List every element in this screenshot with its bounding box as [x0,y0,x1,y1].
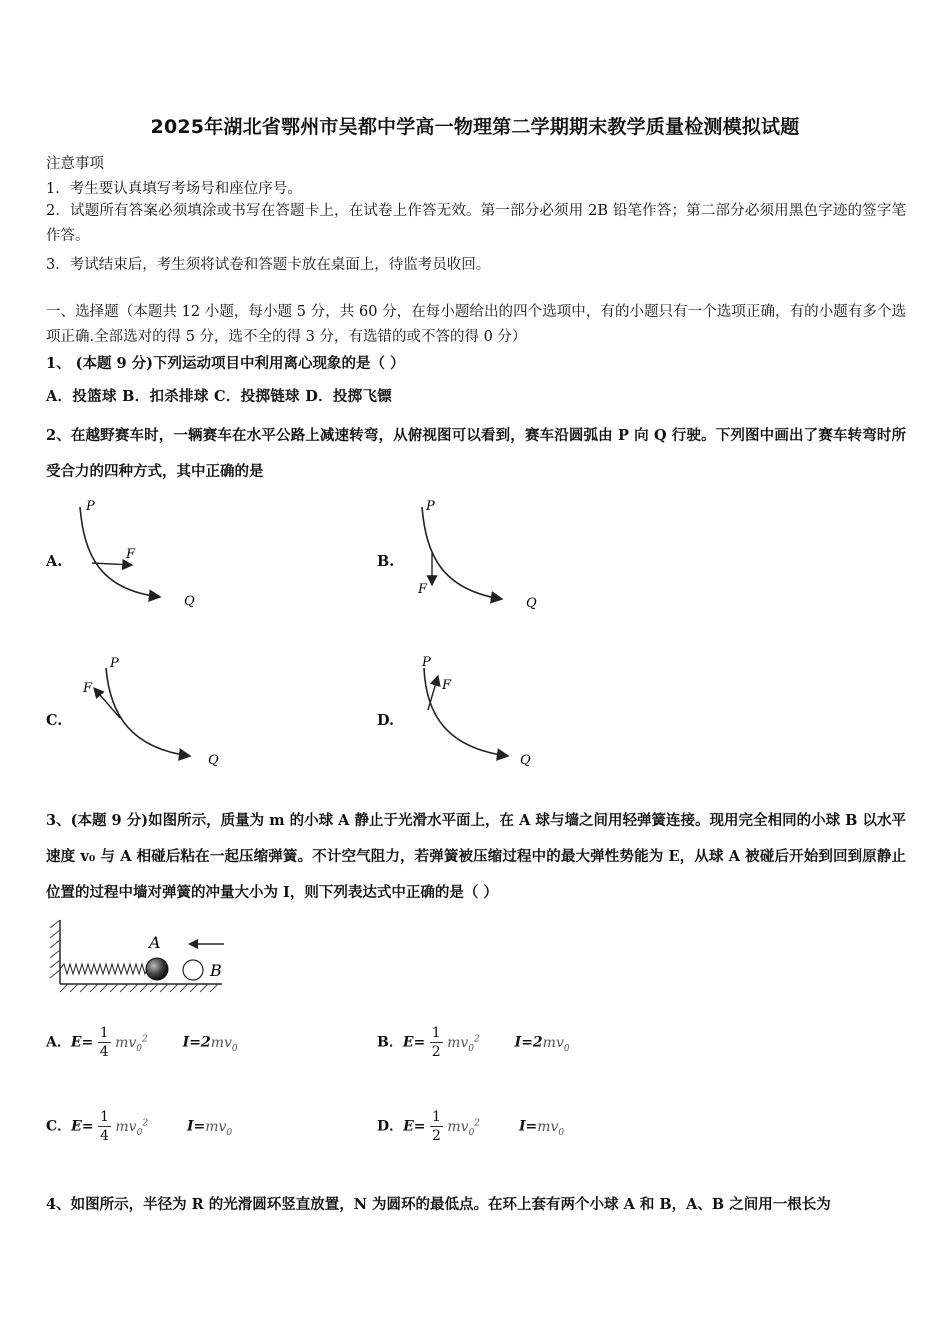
point-q-label: Q [526,596,537,611]
point-p-label: P [86,499,95,514]
q1-options: A．投篮球 B．扣杀排球 C．投掷链球 D．投掷飞镖 [46,388,393,405]
subscript-zero: 0 [558,1127,565,1138]
i-prefix: I= [518,1118,538,1135]
ball-b-label: B [210,961,222,980]
force-label: F [442,678,452,693]
trajectory-path [106,668,190,756]
fraction-numerator: 1 [432,1109,441,1125]
subscript-zero: 0 [563,1043,570,1054]
point-q-label: Q [520,753,531,768]
subscript-zero: 0 [231,1043,238,1054]
mv: mv [205,1118,227,1135]
mv-squared: mv [115,1034,137,1051]
q2-option-b-label: B. [377,553,395,570]
ball-b [183,960,203,980]
i-prefix: I=2 [182,1034,211,1051]
notice-item-2: 2．试题所有答案必须填涂或书写在答题卡上，在试卷上作答无效。第一部分必须用 2B 铅笔作答；第二部分必须用黑色字迹的签字笔作答。 [46,203,906,244]
q3-figure [46,918,231,996]
mv: mv [537,1118,559,1135]
q2-option-d-label: D. [377,712,395,729]
q2-figure-c [80,652,230,772]
trajectory-path [422,507,502,599]
i-prefix: I= [186,1118,206,1135]
option-label: C． [46,1118,72,1135]
superscript-two: 2 [474,1117,481,1128]
force-arrow [428,676,438,710]
force-label: F [83,681,93,696]
superscript-two: 2 [142,1033,148,1044]
subscript-zero: 0 [136,1043,143,1054]
e-prefix: E= [70,1034,94,1051]
page-title: 2025年湖北省鄂州市吴都中学高一物理第二学期期末教学质量检测模拟试题 [150,116,800,138]
section-heading: 一、选择题（本题共 12 小题，每小题 5 分，共 60 分，在每小题给出的四个选项中，有的小题只有一个选项正确，有的小题有多个选项正确.全部选对的得 5 分，选不全的得 3 分，有选错的或不答的得 0 分） [46,304,906,345]
floor-hatching [60,984,218,992]
force-label: F [418,582,428,597]
notice-item-3: 3．考试结束后，考生须将试卷和答题卡放在桌面上，待监考员收回。 [46,257,491,273]
q3-option-b [377,1024,570,1061]
notice-heading: 注意事项 [46,156,104,172]
trajectory-path [80,507,160,597]
notice-item-1: 1．考生要认真填写考场号和座位序号。 [46,181,302,197]
mv: mv [542,1034,564,1051]
ball-a-label: A [149,933,161,952]
q3-option-d [377,1108,564,1145]
subscript-zero: 0 [226,1127,233,1138]
subscript-zero: 0 [468,1127,475,1138]
fraction-denominator: 4 [99,1044,109,1060]
fraction-numerator: 1 [100,1109,109,1125]
q1-stem: 1、 (本题 9 分)下列运动项目中利用离心现象的是（ ） [46,355,405,372]
fraction-denominator: 2 [432,1128,441,1144]
option-label: D． [377,1118,404,1135]
point-p-label: P [422,655,431,670]
q4-stem: 4、如图所示，半径为 R 的光滑圆环竖直放置，N 为圆环的最低点。在环上套有两个小球 A 和 B，A、B 之间用一根长为 [46,1196,831,1213]
subscript-zero: 0 [136,1127,143,1138]
e-prefix: E= [71,1118,94,1135]
point-p-label: P [110,656,119,671]
fraction-numerator: 1 [431,1025,441,1041]
q2-stem: 2、在越野赛车时，一辆赛车在水平公路上减速转弯，从俯视图可以看到，赛车沿圆弧由 P 向 Q 行驶。下列图中画出了赛车转弯时所受合力的四种方式，其中正确的是 [46,427,906,480]
point-p-label: P [426,499,435,514]
superscript-two: 2 [142,1117,149,1128]
fraction-numerator: 1 [99,1025,109,1041]
q3-option-a [46,1024,238,1061]
spring [60,964,147,974]
mv-squared: mv [115,1118,137,1135]
force-arrow [94,688,120,718]
q2-option-a-label: A. [46,553,63,570]
mv-squared: mv [447,1118,469,1135]
superscript-two: 2 [474,1033,480,1044]
q2-figure-b [412,495,552,615]
point-q-label: Q [208,753,219,768]
e-prefix: E= [403,1118,426,1135]
q2-option-c-label: C. [46,712,63,729]
q3-stem: 3、(本题 9 分)如图所示，质量为 m 的小球 A 静止于光滑水平面上，在 A 球与墙之间用轻弹簧连接。现用完全相同的小球 B 以水平速度 v₀ 与 A 相碰后粘在一起压缩弹簧。不计空气阻力，若弹簧被压缩过程中的最大弹性势能为 E，从球 A 被碰后开始到回到原静止位置的过程中墙对弹簧的冲量大小为 I，则下列表达式中正确的是（ ） [46,812,906,901]
i-prefix: I=2 [514,1034,543,1051]
mv-squared: mv [447,1034,469,1051]
fraction-denominator: 4 [100,1128,109,1144]
force-label: F [126,547,136,562]
option-label: A． [46,1034,71,1051]
subscript-zero: 0 [468,1043,474,1054]
q3-option-c [46,1108,232,1145]
velocity-arrowhead [188,939,198,949]
option-label: B． [377,1034,403,1051]
ball-a [146,958,168,980]
q2-figure-a [70,495,210,615]
e-prefix: E= [402,1034,426,1051]
q2-figure-d [410,652,550,772]
fraction-denominator: 2 [431,1044,441,1060]
point-q-label: Q [184,594,195,609]
mv: mv [210,1034,232,1051]
wall-hatching [50,920,60,978]
